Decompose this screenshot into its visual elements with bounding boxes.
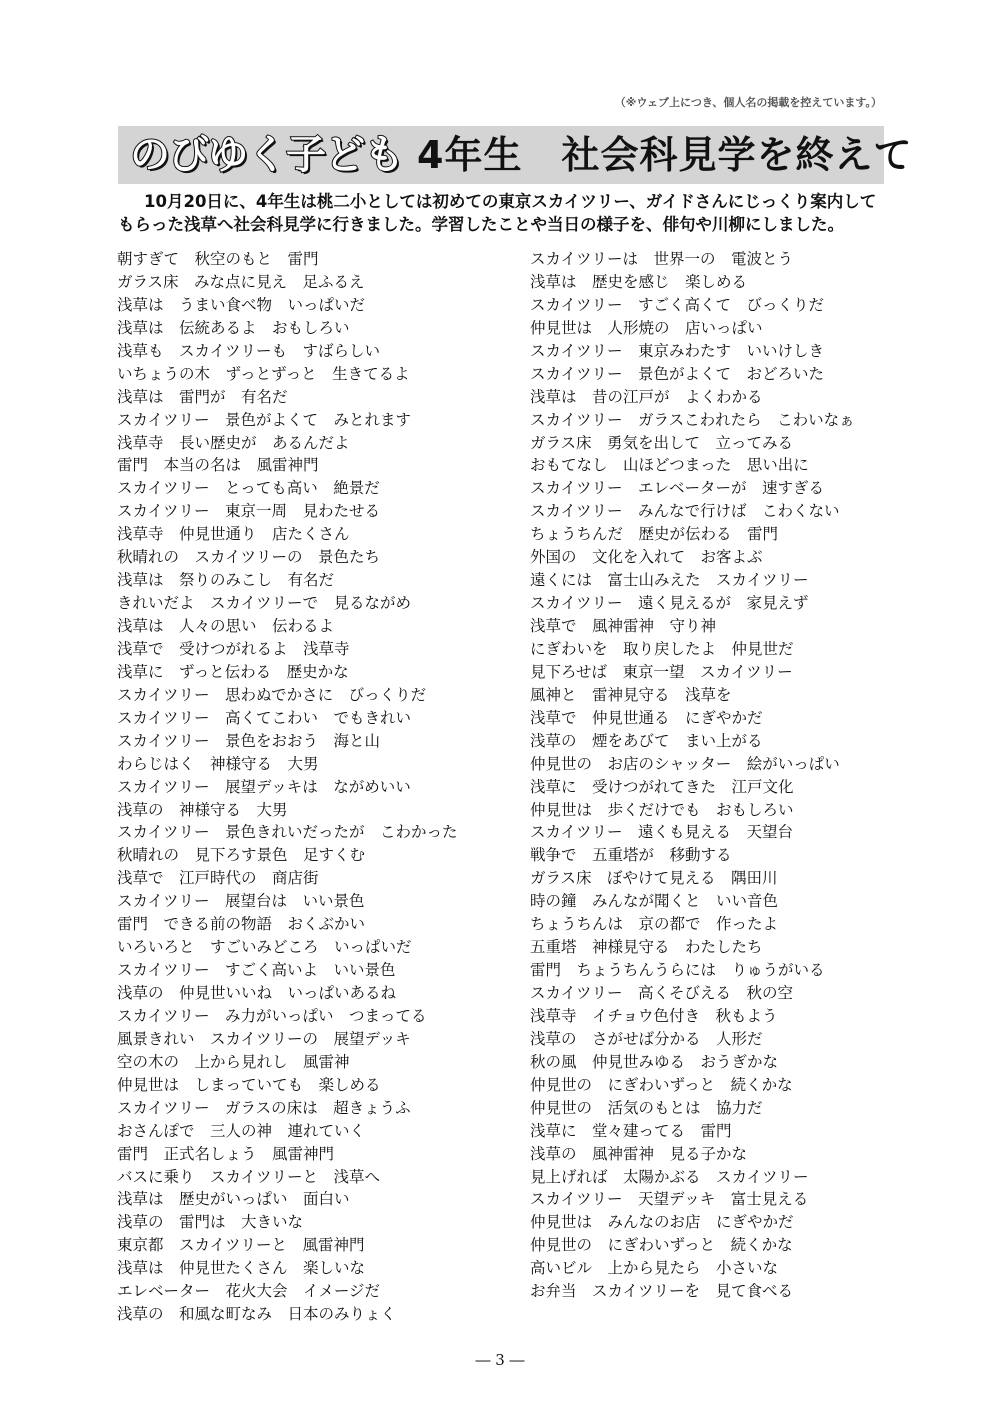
poem-line: スカイツリーは 世界一の 電波とう [530,250,794,268]
poem-line: スカイツリー み力がいっぱい つまってる [117,1006,427,1025]
poem-line: 浅草で 風神雷神 守り神 [530,617,717,635]
privacy-notice: （※ウェブ上につき、個人名の掲載を控えています。） [614,96,882,109]
poem-line: 浅草は 伝統あるよ おもしろい [117,318,350,337]
poem-line: 仲見世の にぎわいずっと 続くかな [530,1075,793,1094]
poem-line: 浅草の 和風な町なみ 日本のみりょく [117,1305,397,1324]
poem-line: 風神と 雷神見守る 浅草を [530,685,732,704]
poem-line: 秋晴れの 見下ろす景色 足すくむ [117,846,366,865]
poem-line: スカイツリー ガラスこわれたら こわいなぁ [530,410,855,429]
page-number: ― 3 ― [475,1351,525,1369]
poem-line: 浅草は 雷門が 有名だ [117,387,288,406]
poem-line: スカイツリー 景色がよくて おどろいた [530,364,825,383]
poem-line: いちょうの木 ずっとずっと 生きてるよ [117,364,410,383]
poem-line: 浅草は 歴史がいっぱい 面白い [117,1190,350,1209]
poem-line: ちょうちんは 京の都で 作ったよ [530,915,779,934]
poem-line: にぎわいを 取り戻したよ 仲見世だ [530,639,794,658]
poem-line: バスに乗り スカイツリーと 浅草へ [117,1167,381,1186]
poem-line: スカイツリー エレベーターが 速すぎる [530,479,825,498]
poem-line: 仲見世の にぎわいずっと 続くかな [530,1236,793,1255]
poem-line: スカイツリー 東京一周 見わたせる [117,502,381,521]
poem-line: 浅草は うまい食べ物 いっぱいだ [117,295,366,314]
poem-line: 浅草の 風神雷神 見る子かな [530,1144,748,1163]
poem-line: スカイツリー すごく高くて びっくりだ [530,295,825,314]
poem-line: 仲見世は しまっていても 楽しめる [117,1075,381,1094]
poem-line: 浅草は 仲見世たくさん 楽しいな [117,1259,366,1278]
poem-line: 雷門 本当の名は 風雷神門 [117,456,319,475]
poem-line: 朝すぎて 秋空のもと 雷門 [117,250,319,268]
page-title [130,127,912,183]
poem-line: きれいだよ スカイツリーで 見るながめ [117,594,412,613]
poem-line: スカイツリー 景色をおおう 海と山 [117,731,381,750]
poem-line: 浅草寺 長い歴史が あるんだよ [117,433,350,452]
poem-line: 浅草は 人々の思い 伝わるよ [117,617,335,635]
poem-line: 高いビル 上から見たら 小さいな [530,1259,779,1278]
poem-line: 空の木の 上から見れし 風雷神 [117,1052,350,1071]
poem-line: 浅草で 仲見世通る にぎやかだ [530,708,763,727]
poem-line: スカイツリー 景色きれいだったが こわかった [117,823,458,842]
poem-line: スカイツリー 天望デッキ 富士見える [530,1190,809,1209]
poem-line: 浅草寺 イチョウ色付き 秋もよう [530,1006,778,1025]
poem-line: 雷門 ちょうちんうらには りゅうがいる [530,961,825,980]
poem-line: 浅草は 昔の江戸が よくわかる [530,387,763,406]
poem-line: 時の鐘 みんなが聞くと いい音色 [530,892,779,911]
poem-line: スカイツリー すごく高いよ いい景色 [117,961,396,980]
poem-line: 五重塔 神様見守る わたしたち [530,938,763,957]
poem-line: ガラス床 みな点に見え 足ふるえ [117,272,365,291]
poem-line: 浅草に 堂々建ってる 雷門 [530,1121,732,1140]
poem-line: 浅草の 煙をあびて まい上がる [530,731,763,750]
poem-line: 見上げれば 太陽かぶる スカイツリー [530,1167,809,1186]
poem-line: スカイツリー 東京みわたす いいけしき [530,341,825,360]
poem-line: ちょうちんだ 歴史が伝わる 雷門 [530,525,779,544]
poem-line: スカイツリー ガラスの床は 超きょうふ [117,1098,411,1117]
poem-line: スカイツリー みんなで行けば こわくない [530,502,840,521]
poem-line: 見下ろせば 東京一望 スカイツリー [530,662,793,681]
poem-line: 戦争で 五重塔が 移動する [530,846,732,865]
poem-line: スカイツリー 景色がよくて みとれます [117,410,412,429]
intro-paragraph: 10月20日に、4年生は桃二小としては初めての東京スカイツリー、ガイドさんにじっくり案内してもらった浅草へ社会科見学に行きました。学習したことや当日の様子を、俳句や川柳にしました。 [118,192,877,234]
poem-line: 浅草に 受けつがれてきた 江戸文化 [530,777,794,796]
poem-line: 浅草も スカイツリーも すばらしい [117,341,381,360]
poem-line: 浅草で 江戸時代の 商店街 [117,869,319,888]
poem-line: 浅草は 歴史を感じ 楽しめる [530,272,748,291]
poem-line: わらじはく 神様守る 大男 [117,754,319,773]
poem-column-right [530,248,910,1303]
poem-line: 仲見世は みんなのお店 にぎやかだ [530,1213,794,1232]
poem-line: 仲見世は 歩くだけでも おもしろい [530,800,794,819]
series-title: のびゆく子ども [130,132,403,178]
poem-line: おさんぽで 三人の神 連れていく [117,1121,366,1140]
poem-line: 秋の風 仲見世みゆる おうぎかな [530,1052,779,1071]
poem-line: 東京都 スカイツリーと 風雷神門 [117,1236,365,1255]
poem-line: おもてなし 山ほどつまった 思い出に [530,456,809,475]
poem-line: スカイツリー 遠く見えるが 家見えず [530,594,809,613]
poem-line: お弁当 スカイツリーを 見て食べる [530,1282,794,1301]
poem-line: 仲見世は 人形焼の 店いっぱい [530,318,763,337]
poem-line: 雷門 正式名しょう 風雷神門 [117,1144,335,1163]
poem-line: 遠くには 富士山みえた スカイツリー [530,571,809,590]
poem-line: いろいろと すごいみどころ いっぱいだ [117,938,412,957]
poem-line: 浅草に ずっと伝わる 歴史かな [117,662,349,681]
poem-line: スカイツリー 展望台は いい景色 [117,892,365,911]
poem-line: 秋晴れの スカイツリーの 景色たち [117,548,381,567]
poem-line: スカイツリー 思わぬでかさに びっくりだ [117,685,427,704]
poem-line: ガラス床 勇気を出して 立ってみる [530,433,794,452]
poem-column-left [117,248,497,1326]
article-headline: 4年生 社会科見学を終えて [417,133,913,177]
poem-line: 仲見世の お店のシャッター 絵がいっぱい [530,754,840,773]
poem-line: スカイツリー 高くそびえる 秋の空 [530,984,794,1002]
poem-line: スカイツリー とっても高い 絶景だ [117,479,380,498]
poem-line: スカイツリー 遠くも見える 天望台 [530,823,794,842]
poem-line: 浅草は 祭りのみこし 有名だ [117,571,335,590]
poem-line: スカイツリー 高くてこわい でもきれい [117,708,412,727]
poem-line: エレベーター 花火大会 イメージだ [117,1282,381,1301]
poem-line: ガラス床 ぼやけて見える 隅田川 [530,869,778,888]
poem-line: 雷門 できる前の物語 おくぶかい [117,915,366,934]
poem-line: 仲見世の 活気のもとは 協力だ [530,1098,763,1117]
poem-line: 浅草の さがせば分かる 人形だ [530,1029,763,1048]
poem-line: 外国の 文化を入れて お客よぶ [530,548,763,567]
poem-line: 浅草の 神様守る 大男 [117,800,288,819]
poem-line: 風景きれい スカイツリーの 展望デッキ [117,1029,411,1048]
poem-line: 浅草寺 仲見世通り 店たくさん [117,525,350,544]
poem-line: スカイツリー 展望デッキは ながめいい [117,777,411,796]
poem-line: 浅草で 受けつがれるよ 浅草寺 [117,639,350,658]
poem-line: 浅草の 仲見世いいね いっぱいあるね [117,984,397,1002]
poem-line: 浅草の 雷門は 大きいな [117,1213,304,1232]
